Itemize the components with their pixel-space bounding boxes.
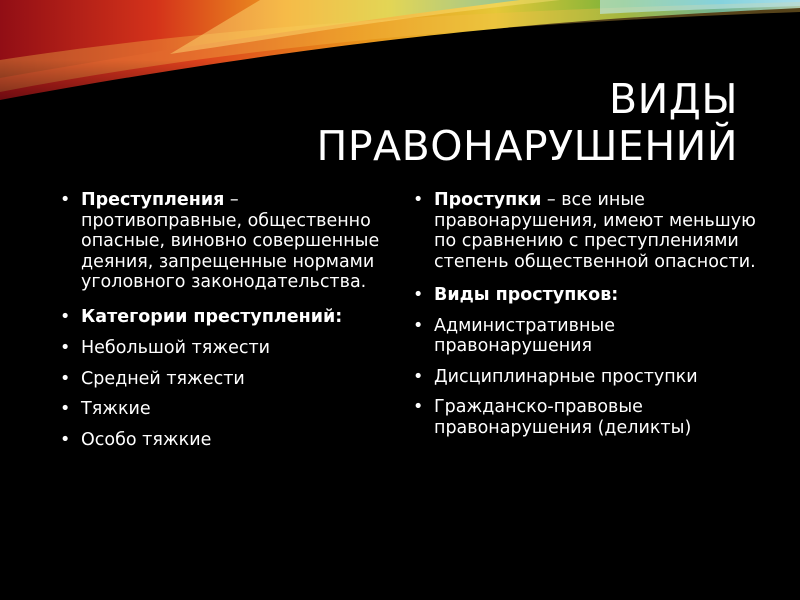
misdemeanor-definition: – все иные правонарушения, имеют меньшую по сравнению с преступлениями степень общественной опасности.: [434, 190, 756, 272]
categories-heading-item: [60, 307, 390, 328]
category-item: • Средней тяжести: [60, 369, 390, 390]
crimes-term: Преступления: [81, 190, 225, 210]
misdemeanors-column: [413, 190, 763, 448]
misdemeanor-type-item: • Дисциплинарные проступки: [413, 367, 763, 388]
types-heading: Виды проступков:: [434, 285, 619, 305]
misdemeanor-type-item: • Административные правонарушения: [413, 316, 763, 357]
category-item: • Тяжкие: [60, 399, 390, 420]
slide-title: [178, 76, 738, 170]
misdemeanor-term: Проступки: [434, 190, 542, 210]
crimes-definition: – противоправные, общественно опасные, виновно совершенные деяния, запрещенные нормами уголовного законодательства.: [81, 190, 380, 292]
crimes-definition-item: [60, 190, 390, 293]
slide-title-line-2: ПРАВОНАРУШЕНИЙ: [316, 122, 738, 170]
categories-heading: Категории преступлений:: [81, 306, 343, 327]
slide-title-line-1: ВИДЫ: [608, 75, 738, 123]
crimes-column: [60, 190, 390, 460]
misdemeanor-type-item: • Гражданско-правовые правонарушения (деликты): [413, 397, 763, 438]
category-item: • Особо тяжкие: [60, 430, 390, 451]
types-heading-item: [413, 285, 763, 306]
misdemeanor-definition-item: [413, 190, 763, 272]
category-item: • Небольшой тяжести: [60, 338, 390, 359]
